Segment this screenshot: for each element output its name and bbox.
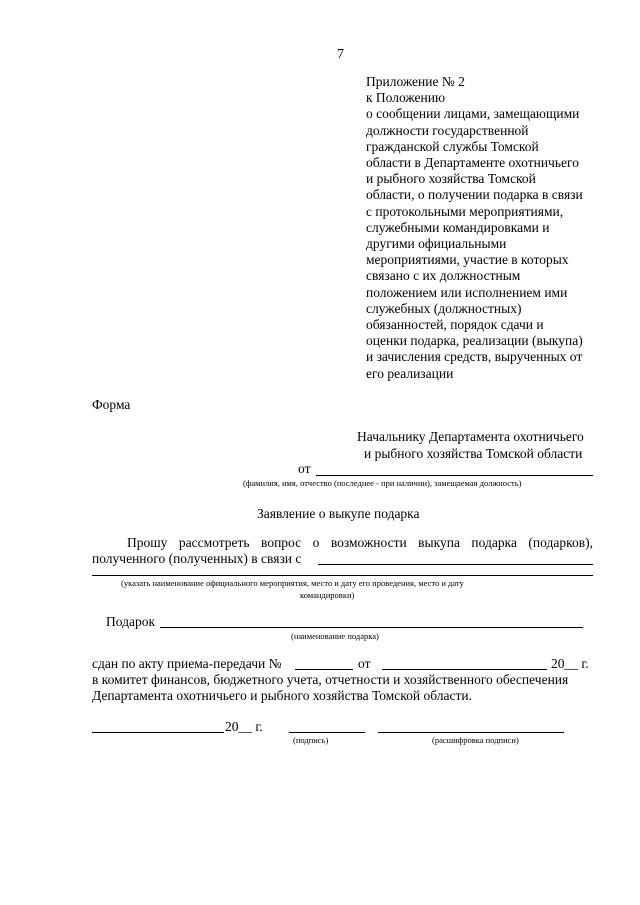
signature-field[interactable] [289, 732, 365, 733]
signature-date-field[interactable] [92, 732, 224, 733]
appendix-line: оценки подарка, реализации (выкупа) [366, 333, 583, 349]
addressee-line-1: Начальнику Департамента охотничьего [357, 429, 584, 444]
request-line-1: Прошу рассмотреть вопрос о возможности выкупа подарка (подарков), [127, 535, 593, 550]
appendix-line: области, о получении подарка в связи [366, 187, 583, 203]
appendix-line: гражданской службы Томской [366, 138, 539, 154]
signature-decoding-hint: (расшифровка подписи) [432, 735, 519, 745]
appendix-line: связано с их должностным [366, 268, 521, 284]
document-title: Заявление о выкупе подарка [257, 506, 420, 521]
appendix-line: служебных (должностных) [366, 300, 522, 316]
appendix-line: мероприятиями, участие в которых [366, 252, 569, 268]
appendix-line: положением или исполнением ими [366, 284, 568, 300]
gift-field-line[interactable] [160, 627, 583, 628]
appendix-line: обязанностей, порядок сдачи и [366, 317, 544, 333]
appendix-line: другими официальными [366, 236, 507, 252]
act-year: 20__ г. [551, 656, 589, 671]
act-line-3: Департамента охотничьего и рыбного хозяйства Томской области. [92, 688, 473, 703]
appendix-line: области в Департаменте охотничьего [366, 155, 579, 171]
act-from-label: от [358, 656, 371, 671]
appendix-line: его реализации [366, 365, 454, 381]
addressee-line-2: и рыбного хозяйства Томской области [364, 446, 583, 461]
appendix-line: к Положению [366, 90, 446, 106]
signature-hint: (подпись) [293, 735, 329, 745]
appendix-line: Приложение № 2 [366, 74, 465, 89]
appendix-line: и зачисления средств, вырученных от [366, 349, 583, 365]
act-number-field[interactable] [295, 669, 353, 670]
gift-hint: (наименование подарка) [291, 631, 379, 641]
appendix-line: с протокольными мероприятиями, [366, 203, 564, 219]
occasion-field-line[interactable] [318, 564, 593, 565]
act-date-field[interactable] [382, 669, 547, 670]
from-field-hint: (фамилия, имя, отчество (последнее - при наличии), замещаемая должность) [243, 478, 522, 488]
appendix-header [366, 74, 606, 382]
gift-label: Подарок [106, 614, 156, 629]
form-label: Форма [92, 397, 131, 412]
occasion-hint-2: командировки) [300, 590, 355, 600]
from-label: от [298, 461, 311, 476]
appendix-line: служебными командировками и [366, 219, 550, 235]
act-line-2: в комитет финансов, бюджетного учета, отчетности и хозяйственного обеспечения [92, 672, 569, 687]
signature-year: 20__ г. [225, 719, 263, 734]
page-number: 7 [337, 47, 344, 62]
signature-decoding-field[interactable] [378, 732, 564, 733]
appendix-line: о сообщении лицами, замещающими [366, 106, 580, 122]
from-field-line[interactable] [316, 475, 593, 476]
act-prefix: сдан по акту приема-передачи № [92, 656, 282, 671]
occasion-field-line-2[interactable] [92, 575, 593, 576]
appendix-line: должности государственной [366, 122, 529, 138]
appendix-line: и рыбного хозяйства Томской [366, 171, 536, 187]
occasion-hint-1: (указать наименование официального мероприятия, место и дату его проведения, место и дату [121, 578, 464, 588]
request-line-2: полученного (полученных) в связи с [92, 551, 302, 566]
